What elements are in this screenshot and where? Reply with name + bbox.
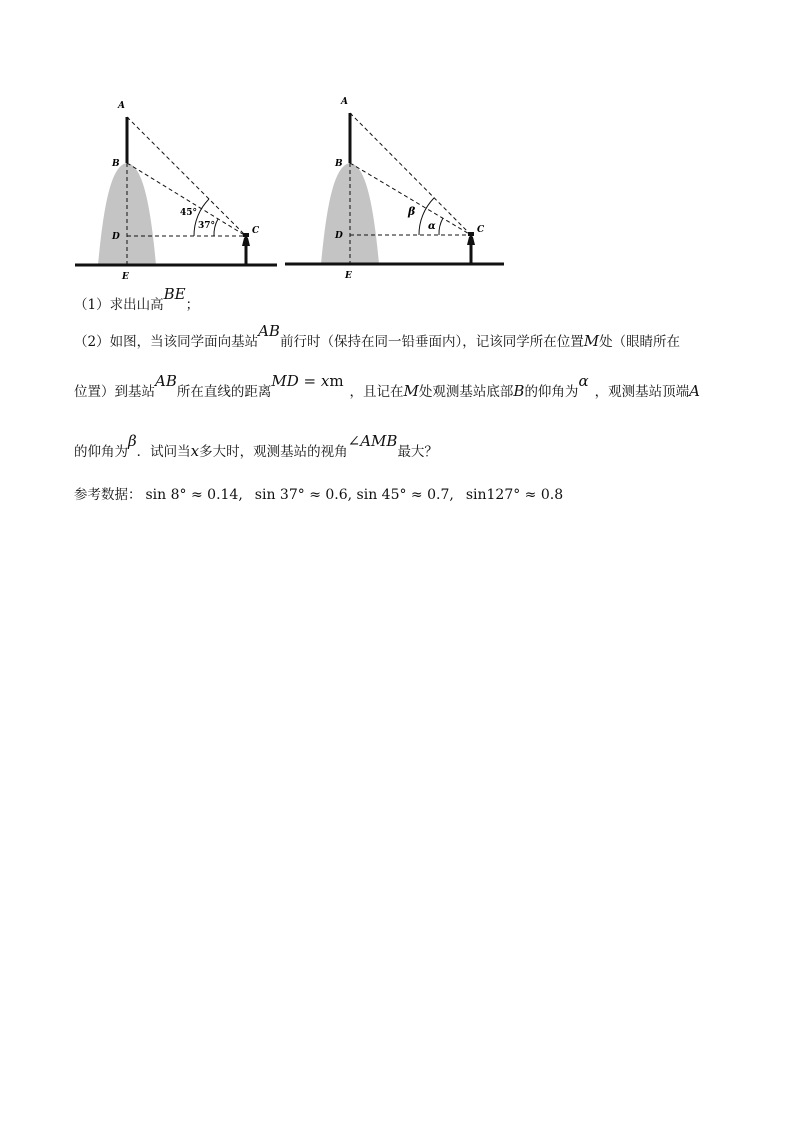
q2-text: 的仰角为	[74, 444, 128, 460]
angle-arc-inner	[439, 218, 443, 235]
q2-math-alpha: α	[578, 372, 589, 390]
label-e: E	[122, 272, 129, 282]
q2-math-b: B	[513, 382, 525, 400]
observer-c	[467, 232, 475, 264]
q2-text: 最大？	[397, 444, 438, 460]
figure-2	[285, 97, 504, 281]
q2-text: （2）如图，当该同学面向基站	[74, 334, 259, 350]
label-b: B	[335, 159, 343, 169]
label-d: D	[112, 232, 120, 242]
reference-label: 参考数据：	[74, 487, 142, 503]
question-2-line-3	[74, 432, 438, 460]
q2-text: 处（眼睛所在	[599, 334, 681, 350]
q2-math-a: A	[689, 382, 700, 400]
q2-math-x: x	[190, 442, 200, 460]
question-2-line-2	[74, 372, 700, 400]
label-b: B	[112, 159, 120, 169]
label-a: A	[341, 97, 348, 107]
q2-text: 多大时，观测基站的视角	[199, 444, 348, 460]
reference-data	[74, 483, 563, 503]
q2-math-m: M	[403, 382, 419, 400]
q2-math-angle-amb: ∠AMB	[347, 432, 398, 450]
angle-label-outer: 45°	[180, 208, 198, 218]
q2-text: 所在直线的距离	[176, 384, 272, 400]
q2-text: ．试问当	[136, 444, 191, 460]
label-d: D	[335, 231, 343, 241]
q2-math-ab: AB	[258, 322, 280, 340]
figure-1	[75, 101, 277, 282]
label-c: C	[477, 225, 485, 235]
geometry-diagrams	[0, 0, 800, 290]
angle-label-beta: β	[408, 205, 416, 218]
label-a: A	[118, 101, 125, 111]
q2-text: 处观测基站底部	[418, 384, 514, 400]
label-e: E	[345, 271, 352, 281]
reference-value-3: sin127° ≈ 0.8	[465, 487, 564, 503]
q2-math-ab: AB	[155, 372, 177, 390]
q1-suffix: ；	[185, 297, 200, 313]
q2-math-beta: β	[128, 432, 137, 450]
q2-text: ，且记在	[349, 384, 404, 400]
angle-label-alpha: α	[428, 221, 436, 232]
q1-prefix: （1）求出山高	[74, 297, 164, 313]
q2-text: ，观测基站顶端	[594, 384, 690, 400]
observer-c	[242, 233, 250, 265]
angle-label-inner: 37°	[198, 221, 216, 231]
q2-math-md	[271, 372, 343, 390]
q2-text: 的仰角为	[524, 384, 579, 400]
figures	[0, 0, 800, 290]
label-c: C	[252, 226, 260, 236]
q2-text: 位置）到基站	[74, 384, 155, 400]
q2-math-unit: m	[329, 372, 344, 390]
reference-value-2: sin 37° ≈ 0.6, sin 45° ≈ 0.7,	[254, 487, 454, 503]
question-2-line-1	[74, 322, 681, 350]
reference-value-1: sin 8° ≈ 0.14,	[145, 487, 243, 503]
question-1	[74, 285, 200, 313]
q2-math-m: M	[583, 332, 600, 350]
q2-text: 前行时（保持在同一铅垂面内），记该同学所在位置	[279, 334, 584, 350]
q2-math-md-expr: MD = x	[271, 372, 330, 390]
q1-math-be: BE	[163, 285, 186, 303]
